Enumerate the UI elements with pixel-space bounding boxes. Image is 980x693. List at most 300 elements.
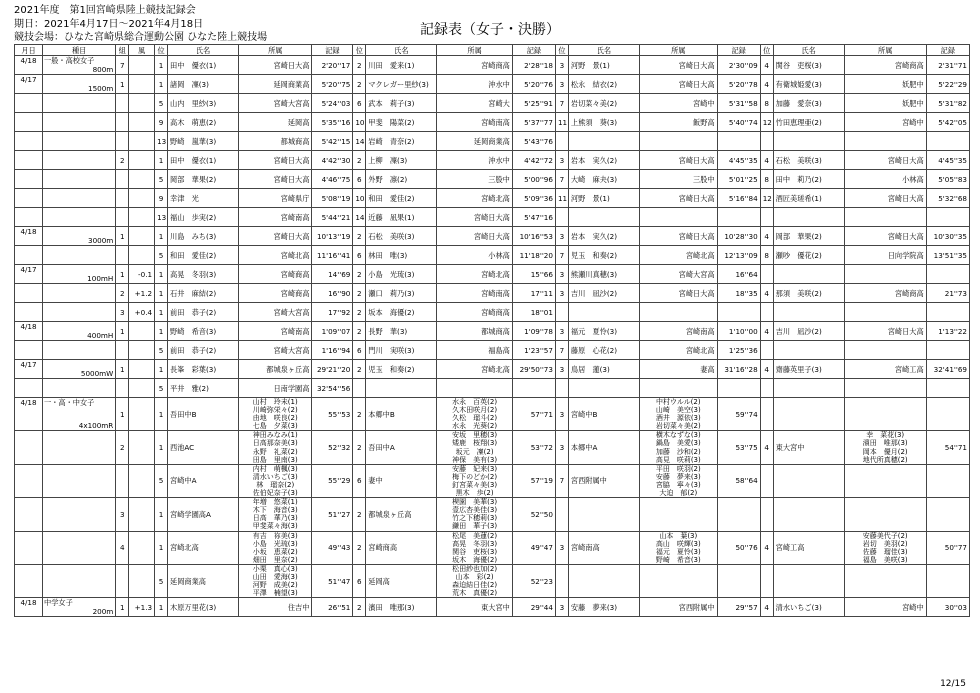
affiliation: 宮崎商高 bbox=[239, 265, 312, 284]
results-body bbox=[15, 56, 970, 617]
record: 52''50 bbox=[512, 498, 555, 531]
relay-members bbox=[844, 498, 926, 531]
place: 2 bbox=[353, 431, 366, 464]
record: 4'45''35 bbox=[717, 151, 760, 170]
place bbox=[760, 265, 773, 284]
athlete-name: 宮崎北高 bbox=[168, 531, 239, 564]
wind-reading bbox=[129, 464, 155, 497]
event-cell bbox=[43, 431, 116, 464]
wind-reading bbox=[129, 341, 155, 360]
relay-members: 松田紗也加(2) 山本 彩(2) 森迫結日佳(2) 荒木 真優(2) bbox=[437, 564, 512, 597]
record: 5'32''68 bbox=[926, 189, 969, 208]
heat-number: 1 bbox=[116, 265, 129, 284]
place: 4 bbox=[760, 531, 773, 564]
relay-members bbox=[844, 464, 926, 497]
column-header: 位 bbox=[760, 45, 773, 56]
place: 3 bbox=[555, 56, 568, 75]
athlete-name bbox=[773, 398, 844, 431]
heat-number: 3 bbox=[116, 498, 129, 531]
place bbox=[760, 379, 773, 398]
athlete-name: 宮崎中A bbox=[168, 464, 239, 497]
affiliation: 宮崎南高 bbox=[437, 284, 512, 303]
place: 1 bbox=[155, 360, 168, 379]
affiliation: 宮崎中 bbox=[844, 113, 926, 132]
athlete-name bbox=[366, 379, 437, 398]
event-category: 中学女子 bbox=[44, 598, 73, 608]
place: 9 bbox=[155, 113, 168, 132]
athlete-name bbox=[568, 498, 639, 531]
record: 5'31''58 bbox=[717, 94, 760, 113]
relay-members: 横木なずな(3) 鍋島 美愛(3) 加藤 沙和(2) 高見 咲莉(3) bbox=[640, 431, 718, 464]
event-cell bbox=[43, 132, 116, 151]
wind-reading: -0.1 bbox=[129, 265, 155, 284]
affiliation: 宮崎商高 bbox=[844, 56, 926, 75]
event-cell bbox=[43, 227, 116, 246]
record: 50''77 bbox=[926, 531, 969, 564]
athlete-name: 川島 みち(3) bbox=[168, 227, 239, 246]
column-header: 風 bbox=[129, 45, 155, 56]
meet-venue: 競技会場：ひなた宮崎県総合運動公園 ひなた陸上競技場 bbox=[14, 32, 268, 43]
column-header: 氏名 bbox=[568, 45, 639, 56]
place: 1 bbox=[155, 531, 168, 564]
record bbox=[926, 379, 969, 398]
relay-members: 小栗 真心(3) 山田 愛海(3) 河野 成美(2) 平澤 楠望(3) bbox=[239, 564, 312, 597]
event-date: 4/17 bbox=[15, 265, 43, 284]
affiliation: 宮崎日大高 bbox=[640, 56, 718, 75]
event-cell bbox=[43, 265, 116, 284]
athlete-name: 瀬口 莉乃(3) bbox=[366, 284, 437, 303]
affiliation: 宮崎南高 bbox=[437, 113, 512, 132]
event-cell bbox=[43, 246, 116, 265]
affiliation: 宮崎大宮高 bbox=[239, 303, 312, 322]
place: 2 bbox=[353, 75, 366, 94]
affiliation: 沖水中 bbox=[437, 75, 512, 94]
place: 4 bbox=[760, 75, 773, 94]
affiliation: 宮崎日大高 bbox=[239, 151, 312, 170]
record: 15''66 bbox=[512, 265, 555, 284]
affiliation: 延岡高 bbox=[239, 113, 312, 132]
place: 3 bbox=[555, 265, 568, 284]
record bbox=[926, 498, 969, 531]
place: 2 bbox=[353, 265, 366, 284]
heat-number bbox=[116, 379, 129, 398]
place: 5 bbox=[155, 170, 168, 189]
event-date: 4/17 bbox=[15, 75, 43, 94]
record: 1'09''07 bbox=[312, 322, 353, 341]
athlete-name: 清水いちご(3) bbox=[773, 598, 844, 617]
table-row bbox=[15, 284, 970, 303]
heat-number bbox=[116, 208, 129, 227]
affiliation bbox=[640, 208, 718, 227]
affiliation: 宮崎北高 bbox=[640, 341, 718, 360]
athlete-name: 武本 莉子(3) bbox=[366, 94, 437, 113]
place bbox=[760, 303, 773, 322]
event-cell bbox=[43, 398, 116, 431]
place bbox=[555, 564, 568, 597]
heat-number bbox=[116, 341, 129, 360]
record: 58''64 bbox=[717, 464, 760, 497]
event-date bbox=[15, 379, 43, 398]
record bbox=[717, 498, 760, 531]
athlete-name: 岡部 華果(2) bbox=[773, 227, 844, 246]
athlete-name: 石松 美咲(3) bbox=[773, 151, 844, 170]
heat-number bbox=[116, 464, 129, 497]
place: 8 bbox=[760, 246, 773, 265]
relay-members: 水永 百英(2) 久木田咲月(2) 久松 瑠斗(2) 水永 光葵(2) bbox=[437, 398, 512, 431]
results-table bbox=[14, 44, 970, 617]
event-cell bbox=[43, 498, 116, 531]
athlete-name: 宮西附属中 bbox=[568, 464, 639, 497]
athlete-name: 吉川 凪沙(2) bbox=[568, 284, 639, 303]
athlete-name: 田中 優衣(1) bbox=[168, 56, 239, 75]
place: 14 bbox=[353, 132, 366, 151]
event-date: 4/18 bbox=[15, 56, 43, 75]
record: 5'22''29 bbox=[926, 75, 969, 94]
affiliation: 都城商高 bbox=[239, 132, 312, 151]
heat-number: 1 bbox=[116, 322, 129, 341]
record: 5'25''91 bbox=[512, 94, 555, 113]
affiliation: 宮崎日大高 bbox=[640, 151, 718, 170]
affiliation: 日向学院高 bbox=[844, 246, 926, 265]
record: 30''03 bbox=[926, 598, 969, 617]
column-header: 記録 bbox=[717, 45, 760, 56]
record: 10'16''53 bbox=[512, 227, 555, 246]
place: 14 bbox=[353, 208, 366, 227]
event-cell bbox=[43, 284, 116, 303]
place: 4 bbox=[760, 56, 773, 75]
athlete-name: 甲斐 陽菜(2) bbox=[366, 113, 437, 132]
event-cell bbox=[43, 56, 116, 75]
table-row bbox=[15, 113, 970, 132]
athlete-name bbox=[568, 379, 639, 398]
record: 5'42''05 bbox=[926, 113, 969, 132]
place: 4 bbox=[760, 227, 773, 246]
place: 1 bbox=[155, 227, 168, 246]
event-date bbox=[15, 189, 43, 208]
record: 5'31''82 bbox=[926, 94, 969, 113]
place: 5 bbox=[155, 379, 168, 398]
affiliation: 宮崎南高 bbox=[239, 322, 312, 341]
relay-members: 平田 咲羽(2) 安藤 夢来(3) 宮脇 寧々(3) 大迫 郁(2) bbox=[640, 464, 718, 497]
athlete-name: 瀬吵 優花(2) bbox=[773, 246, 844, 265]
affiliation: 宮崎日大高 bbox=[640, 189, 718, 208]
place: 1 bbox=[155, 322, 168, 341]
athlete-name: 福山 歩実(2) bbox=[168, 208, 239, 227]
place bbox=[760, 464, 773, 497]
event-category: 一般・高校女子 bbox=[44, 56, 95, 65]
place: 4 bbox=[760, 431, 773, 464]
athlete-name: 和田 愛佳(2) bbox=[366, 189, 437, 208]
place: 11 bbox=[555, 189, 568, 208]
affiliation: 小林高 bbox=[844, 170, 926, 189]
place: 6 bbox=[353, 564, 366, 597]
column-header: 所属 bbox=[844, 45, 926, 56]
record: 5'35''16 bbox=[312, 113, 353, 132]
athlete-name: 近藤 凪果(1) bbox=[366, 208, 437, 227]
relay-members: 中村ウルル(2) 山崎 美空(3) 酒井 源依(3) 岩切菜々美(2) bbox=[640, 398, 718, 431]
column-header: 種目 bbox=[43, 45, 116, 56]
heat-number: 1 bbox=[116, 598, 129, 617]
affiliation: 宮西附属中 bbox=[640, 598, 718, 617]
affiliation bbox=[844, 208, 926, 227]
wind-reading bbox=[129, 113, 155, 132]
relay-members bbox=[844, 398, 926, 431]
affiliation: 宮崎北高 bbox=[437, 360, 512, 379]
relay-members bbox=[844, 564, 926, 597]
column-header: 位 bbox=[353, 45, 366, 56]
record: 10'13''19 bbox=[312, 227, 353, 246]
athlete-name: 大崎 麻夬(3) bbox=[568, 170, 639, 189]
event-date bbox=[15, 284, 43, 303]
record: 1'23''57 bbox=[512, 341, 555, 360]
record: 5'20''78 bbox=[717, 75, 760, 94]
place: 1 bbox=[155, 398, 168, 431]
column-header: 記録 bbox=[512, 45, 555, 56]
athlete-name: 児玉 和奏(2) bbox=[366, 360, 437, 379]
wind-reading bbox=[129, 379, 155, 398]
athlete-name: 東大宮中 bbox=[773, 431, 844, 464]
event-date bbox=[15, 531, 43, 564]
affiliation bbox=[640, 303, 718, 322]
place: 7 bbox=[555, 246, 568, 265]
place: 2 bbox=[353, 56, 366, 75]
event-cell bbox=[43, 208, 116, 227]
athlete-name: 岩本 実久(2) bbox=[568, 227, 639, 246]
relay-row bbox=[15, 531, 970, 564]
relay-members: 年増 悠菜(1) 木下 海音(3) 日高 華乃(3) 甲斐菜々海(3) bbox=[239, 498, 312, 531]
heat-number: 2 bbox=[116, 284, 129, 303]
record: 49''43 bbox=[312, 531, 353, 564]
athlete-name: 西池AC bbox=[168, 431, 239, 464]
relay-row bbox=[15, 398, 970, 431]
event-date: 4/17 bbox=[15, 360, 43, 379]
record: 4'46''75 bbox=[312, 170, 353, 189]
heat-number: 1 bbox=[116, 75, 129, 94]
record: 4'45''35 bbox=[926, 151, 969, 170]
place: 2 bbox=[353, 398, 366, 431]
wind-reading bbox=[129, 75, 155, 94]
athlete-name: 藤原 心花(2) bbox=[568, 341, 639, 360]
affiliation: 妖肥中 bbox=[844, 94, 926, 113]
athlete-name: 前田 恭子(2) bbox=[168, 341, 239, 360]
record: 16''64 bbox=[717, 265, 760, 284]
record: 14''69 bbox=[312, 265, 353, 284]
record bbox=[717, 303, 760, 322]
event-cell bbox=[43, 379, 116, 398]
relay-members: 神田みなみ(1) 日高那奈美(3) 永野 礼菜(2) 田島 里南(3) bbox=[239, 431, 312, 464]
heat-number: 1 bbox=[116, 227, 129, 246]
event-cell bbox=[43, 322, 116, 341]
record: 52''32 bbox=[312, 431, 353, 464]
place: 2 bbox=[353, 227, 366, 246]
affiliation: 宮崎商高 bbox=[844, 284, 926, 303]
place: 6 bbox=[353, 94, 366, 113]
affiliation: 宮崎日大高 bbox=[844, 151, 926, 170]
affiliation bbox=[640, 132, 718, 151]
relay-members: 幸 菜花(3) 濱田 唯那(3) 岡本 優月(2) 地代所真穂(2) bbox=[844, 431, 926, 464]
event-date: 4/18 bbox=[15, 227, 43, 246]
place bbox=[760, 341, 773, 360]
place: 3 bbox=[555, 360, 568, 379]
athlete-name bbox=[773, 379, 844, 398]
record: 1'13''22 bbox=[926, 322, 969, 341]
record bbox=[717, 564, 760, 597]
place: 7 bbox=[555, 464, 568, 497]
affiliation: 宮崎北高 bbox=[437, 265, 512, 284]
athlete-name: 岩切菜々美(2) bbox=[568, 94, 639, 113]
record: 5'43''76 bbox=[512, 132, 555, 151]
place: 2 bbox=[353, 303, 366, 322]
athlete-name bbox=[568, 208, 639, 227]
place: 4 bbox=[760, 360, 773, 379]
wind-reading bbox=[129, 189, 155, 208]
record: 5'37''77 bbox=[512, 113, 555, 132]
athlete-name: 竹田恵理亜(2) bbox=[773, 113, 844, 132]
place: 12 bbox=[760, 113, 773, 132]
event-distance: 4x100mR bbox=[78, 421, 114, 431]
athlete-name bbox=[568, 303, 639, 322]
relay-members: 安坂 里穂(3) 矮鹿 桜翔(3) 坂元 凜(2) 神保 美有(3) bbox=[437, 431, 512, 464]
record: 18''01 bbox=[512, 303, 555, 322]
affiliation: 宮崎商高 bbox=[437, 56, 512, 75]
place: 6 bbox=[353, 464, 366, 497]
affiliation: 宮崎日大高 bbox=[437, 227, 512, 246]
event-distance: 3000m bbox=[88, 236, 114, 245]
wind-reading bbox=[129, 431, 155, 464]
athlete-name: 延岡高 bbox=[366, 564, 437, 597]
wind-reading bbox=[129, 398, 155, 431]
relay-members bbox=[640, 498, 718, 531]
record: 2'31''71 bbox=[926, 56, 969, 75]
place: 6 bbox=[353, 246, 366, 265]
place: 2 bbox=[353, 151, 366, 170]
event-distance: 200m bbox=[92, 607, 114, 617]
record: 54''71 bbox=[926, 431, 969, 464]
table-row bbox=[15, 265, 970, 284]
record: 21''73 bbox=[926, 284, 969, 303]
affiliation bbox=[844, 379, 926, 398]
athlete-name: 野崎 希音(3) bbox=[168, 322, 239, 341]
affiliation: 宮崎大宮高 bbox=[239, 94, 312, 113]
athlete-name: 石松 美咲(3) bbox=[366, 227, 437, 246]
place: 5 bbox=[155, 564, 168, 597]
event-date bbox=[15, 170, 43, 189]
place: 2 bbox=[353, 322, 366, 341]
record: 4'42''72 bbox=[512, 151, 555, 170]
place: 13 bbox=[155, 132, 168, 151]
record: 5'08''19 bbox=[312, 189, 353, 208]
record bbox=[926, 341, 969, 360]
record: 59''74 bbox=[717, 398, 760, 431]
affiliation: 延岡商業高 bbox=[239, 75, 312, 94]
event-cell bbox=[43, 151, 116, 170]
meet-title: 2021年度 第1回宮崎県陸上競技記録会 bbox=[14, 5, 196, 16]
place bbox=[555, 132, 568, 151]
affiliation: 妻高 bbox=[640, 360, 718, 379]
athlete-name: 加藤 愛奈(3) bbox=[773, 94, 844, 113]
affiliation: 宮崎日大高 bbox=[640, 75, 718, 94]
athlete-name: 幸津 光 bbox=[168, 189, 239, 208]
athlete-name: 山内 里紗(3) bbox=[168, 94, 239, 113]
athlete-name: 野崎 嵐華(3) bbox=[168, 132, 239, 151]
record: 10'30''35 bbox=[926, 227, 969, 246]
affiliation: 宮崎北高 bbox=[437, 189, 512, 208]
record: 5'24''03 bbox=[312, 94, 353, 113]
place: 1 bbox=[155, 75, 168, 94]
wind-reading bbox=[129, 531, 155, 564]
column-header: 氏名 bbox=[168, 45, 239, 56]
place: 2 bbox=[353, 531, 366, 564]
event-distance: 5000mW bbox=[80, 369, 114, 378]
record: 11'18''20 bbox=[512, 246, 555, 265]
place: 1 bbox=[155, 151, 168, 170]
affiliation: 宮崎大宮高 bbox=[640, 265, 718, 284]
table-row bbox=[15, 246, 970, 265]
record: 57''71 bbox=[512, 398, 555, 431]
athlete-name: 上熊須 葵(3) bbox=[568, 113, 639, 132]
affiliation: 日南学園高 bbox=[239, 379, 312, 398]
place bbox=[760, 564, 773, 597]
athlete-name: 酒匠美瑳希(1) bbox=[773, 189, 844, 208]
athlete-name: 上柳 凜(3) bbox=[366, 151, 437, 170]
event-date: 4/18 bbox=[15, 598, 43, 617]
affiliation: 宮崎日大高 bbox=[239, 227, 312, 246]
place: 2 bbox=[353, 360, 366, 379]
record: 5'09''36 bbox=[512, 189, 555, 208]
place bbox=[555, 498, 568, 531]
record: 17''92 bbox=[312, 303, 353, 322]
record: 5'00''96 bbox=[512, 170, 555, 189]
wind-reading bbox=[129, 56, 155, 75]
relay-row bbox=[15, 464, 970, 497]
athlete-name: 門川 実咲(3) bbox=[366, 341, 437, 360]
athlete-name: 吾田中A bbox=[366, 431, 437, 464]
place: 2 bbox=[353, 498, 366, 531]
affiliation: 小林高 bbox=[437, 246, 512, 265]
wind-reading: +0.4 bbox=[129, 303, 155, 322]
relay-row bbox=[15, 431, 970, 464]
athlete-name: 宮崎南高 bbox=[568, 531, 639, 564]
table-row bbox=[15, 56, 970, 75]
heat-number: 1 bbox=[116, 398, 129, 431]
wind-reading bbox=[129, 170, 155, 189]
event-distance: 100mH bbox=[87, 274, 114, 283]
athlete-name: 前田 恭子(2) bbox=[168, 303, 239, 322]
place bbox=[760, 132, 773, 151]
athlete-name bbox=[773, 132, 844, 151]
heat-number bbox=[116, 94, 129, 113]
affiliation: 宮崎日大高 bbox=[844, 227, 926, 246]
column-header: 月日 bbox=[15, 45, 43, 56]
athlete-name: 児玉 和奏(2) bbox=[568, 246, 639, 265]
record bbox=[926, 564, 969, 597]
athlete-name: 延岡商業高 bbox=[168, 564, 239, 597]
page-number: 12/15 bbox=[940, 679, 966, 689]
affiliation: 住吉中 bbox=[239, 598, 312, 617]
wind-reading bbox=[129, 360, 155, 379]
heat-number: 2 bbox=[116, 431, 129, 464]
place: 3 bbox=[555, 284, 568, 303]
heat-number bbox=[116, 113, 129, 132]
athlete-name: 岩崎 青奈(2) bbox=[366, 132, 437, 151]
athlete-name bbox=[773, 208, 844, 227]
place: 12 bbox=[760, 189, 773, 208]
athlete-name: 宮崎工高 bbox=[773, 531, 844, 564]
event-distance: 1500m bbox=[88, 84, 114, 93]
record: 13'51''35 bbox=[926, 246, 969, 265]
place bbox=[555, 379, 568, 398]
record: 11'16''41 bbox=[312, 246, 353, 265]
